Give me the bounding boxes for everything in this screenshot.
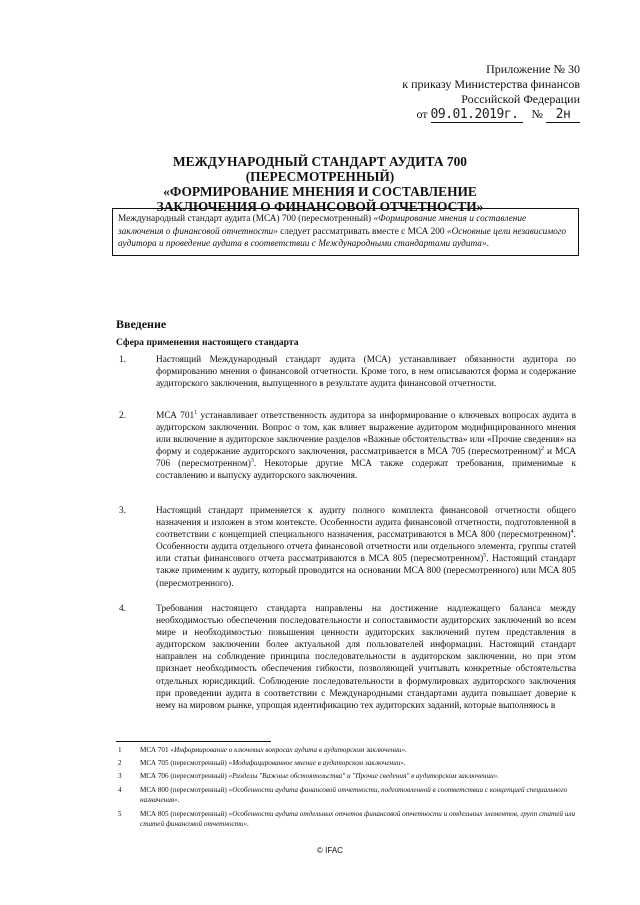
footnote-source: МСА 706 (пересмотренный) xyxy=(140,772,229,780)
footnote-source: МСА 705 (пересмотренный) xyxy=(140,759,229,767)
annex-date-line xyxy=(360,107,580,123)
copyright-footer: © IFAC xyxy=(317,846,343,855)
paragraph-number: 2. xyxy=(119,411,127,421)
paragraph-number: 3. xyxy=(119,506,127,516)
footnote-ref[interactable]: 1 xyxy=(194,409,198,416)
footnote-source: МСА 701 xyxy=(140,746,171,754)
notice-text-1: Международный стандарт аудита (МСА) 700 (пересмотренный) xyxy=(118,214,374,224)
annex-line-1: Приложение № 30 xyxy=(486,62,580,76)
annex-number-value: 2н xyxy=(546,107,580,123)
footnote-text xyxy=(140,772,592,782)
footnote-separator xyxy=(116,741,271,742)
paragraph-text-part: Настоящий стандарт применяется к аудиту полного комплекта финансовой отчетности общего назначения и изложен в этом контексте. Особенности аудита финансовой отчетности, подготовленной в соответствии с концепцией специального назначения, рассматриваются в МСА 800 (пересмотренном) xyxy=(156,506,576,541)
paragraph-text xyxy=(156,505,576,590)
footnote-text xyxy=(140,810,592,829)
footnote-source: МСА 800 (пересмотренный) xyxy=(140,786,229,794)
paragraph-text-part: МСА 701 xyxy=(156,411,195,421)
footnote-ref[interactable]: 2 xyxy=(541,446,545,453)
annex-header xyxy=(360,62,580,123)
footnote-source: МСА 805 (пересмотренный) xyxy=(140,810,229,818)
paragraph-text-part: . Настоящий стандарт также применим к аудиту, который проводится на основании МСА 800 (пересмотренного) или МСА 805 (пересмотренного). xyxy=(156,554,576,589)
annex-date-prefix: от xyxy=(416,107,428,121)
notice-text-2: следует рассматривать вместе с МСА 200 xyxy=(277,226,447,237)
footnote-number: 3 xyxy=(118,772,122,780)
paragraph-text xyxy=(156,410,576,483)
footnote-title: «Информирование о ключевых вопросах аудита в аудиторском заключении». xyxy=(170,746,407,754)
footnote-title: «Особенности аудита финансовой отчетности, подготовленной в соответствии с концепцией специального назначения». xyxy=(140,786,568,804)
paragraph-text: Настоящий Международный стандарт аудита (МСА) устанавливает обязанности аудитора по формированию мнения о финансовой отчетности. Кроме того, в нем описываются форма и содержание аудиторского заключения, выпущенного в результате аудита финансовой отчетности. xyxy=(156,355,576,390)
paragraph-number: 1. xyxy=(119,355,127,365)
footnote-ref[interactable]: 5 xyxy=(483,553,487,560)
notice-box xyxy=(112,208,579,256)
footnote-number: 2 xyxy=(118,759,122,767)
footnote-title: «Разделы "Важные обстоятельства" и "Прочие сведения" в аудиторском заключении». xyxy=(228,772,500,780)
paragraph-text: Требования настоящего стандарта направлены на достижение надлежащего баланса между необходимостью обеспечения последовательности и сопоставимости аудиторских заключений во всем мире и необходимостью повышения ценности аудиторских заключений путем представления в аудиторском заключении более актуальной для пользователей информации. Настоящий стандарт направлен на соблюдение принципа последовательности в аудиторском заключении, но при этом признает необходимость обеспечения гибкости, позволяющей учитывать конкретные обстоятельства отдельных юрисдикций. Соблюдение последовательности в формулировках аудиторского заключения при проведении аудита в соответствии с Международными стандартами аудита повышает доверие к нему на мировом рынке, упрощая идентификацию тех аудиторских заданий, которые выполняюсь в xyxy=(156,604,576,711)
footnote-number: 5 xyxy=(118,810,122,818)
title-line-1: МЕЖДУНАРОДНЫЙ СТАНДАРТ АУДИТА 700 (ПЕРЕСМОТРЕННЫЙ) xyxy=(173,154,467,184)
footnote-text xyxy=(140,746,592,756)
paragraph-text-part: и МСА 706 (пересмотренном) xyxy=(156,447,576,470)
notice-italic-2: «Основные цели независимого аудитора и проведение аудита в соответствии с Международными стандартами аудита» xyxy=(118,226,567,249)
footnote-number: 1 xyxy=(118,746,122,754)
title-line-2: «ФОРМИРОВАНИЕ МНЕНИЯ И СОСТАВЛЕНИЕ ЗАКЛЮЧЕНИЯ О ФИНАНСОВОЙ ОТЧЕТНОСТИ» xyxy=(156,184,484,214)
footnote-ref[interactable]: 3 xyxy=(250,458,254,465)
annex-line-3: Российской Федерации xyxy=(461,92,580,106)
notice-italic-1: «Формирование мнения и составление заключения о финансовой отчетности» xyxy=(118,214,527,237)
annex-line-2: к приказу Министерства финансов xyxy=(402,77,580,91)
section-heading-introduction: Введение xyxy=(116,317,167,331)
subsection-heading-scope: Сфера применения настоящего стандарта xyxy=(116,337,299,348)
paragraph-text-part: . Некоторые другие МСА также содержат требования, применимые к составлению и выпуску аудиторского заключения. xyxy=(156,459,576,482)
footnote-text xyxy=(140,786,592,805)
footnote-title: «Модифицированное мнение в аудиторском заключении». xyxy=(228,759,406,767)
footnote-text xyxy=(140,759,592,769)
annex-date-value: 09.01.2019г. xyxy=(431,107,523,123)
notice-text-3: . xyxy=(486,239,489,249)
paragraph-text-part: . Особенности аудита отдельного отчета финансовой отчетности или отдельного элемента, группы статей или статьи финансового отчета рассматриваются в МСА 805 (пересмотренном) xyxy=(156,530,576,565)
footnote-title: «Особенности аудита отдельных отчетов финансовой отчетности и отдельных элементов, групп статей или статей финансовой отчетности». xyxy=(140,810,576,828)
footnote-number: 4 xyxy=(118,786,122,794)
footnote-ref[interactable]: 4 xyxy=(570,529,574,536)
paragraph-number: 4. xyxy=(119,604,127,614)
paragraph-text-part: устанавливает ответственность аудитора за информирование о ключевых вопросах аудита в аудиторском заключении. Вопрос о том, как влияет выражение аудитором модифицированного мнения или включение в аудиторское заключение разделов «Важные обстоятельства» или «Прочие сведения» на форму и содержание аудиторского заключения, рассматривается в МСА 705 (пересмотренном) xyxy=(156,411,576,458)
document-title xyxy=(100,154,540,214)
annex-number-prefix: № xyxy=(531,107,543,121)
